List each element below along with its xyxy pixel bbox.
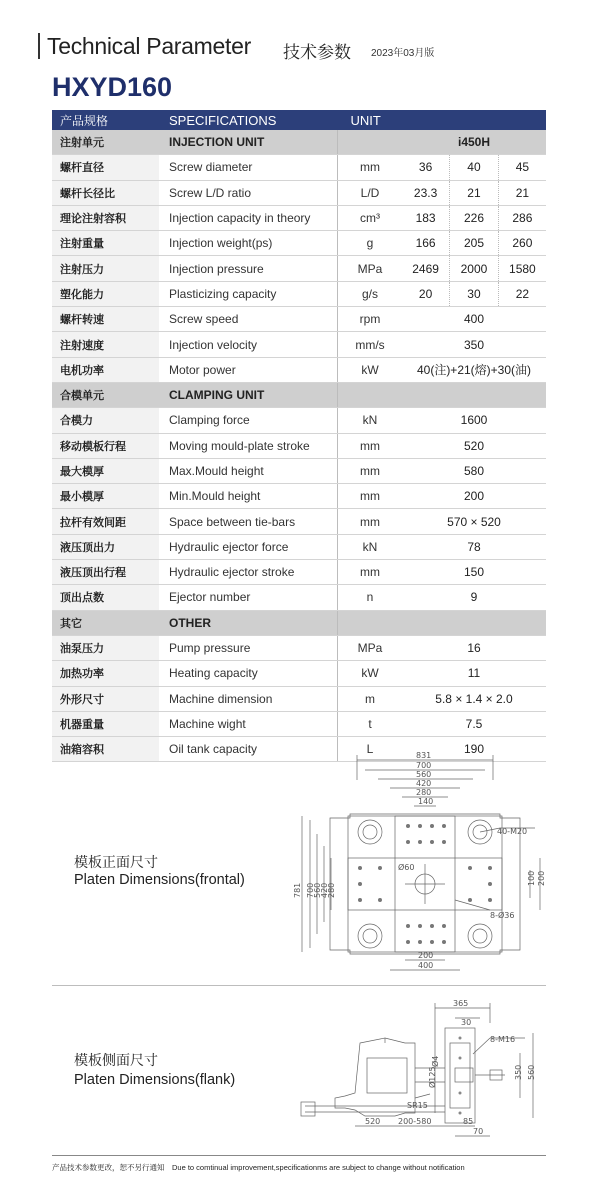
table-row bbox=[52, 205, 546, 230]
row-unit: L/D bbox=[338, 180, 403, 205]
frontal-dim-bottom-2: 400 bbox=[418, 961, 434, 970]
row-value: 9 bbox=[402, 585, 546, 610]
table-header-row bbox=[52, 110, 546, 130]
row-value: 400 bbox=[402, 307, 546, 332]
row-label-cn: 注射压力 bbox=[52, 256, 159, 281]
row-label-cn: 塑化能力 bbox=[52, 281, 159, 306]
row-label-cn: 油箱容积 bbox=[52, 737, 159, 762]
row-unit: rpm bbox=[338, 307, 403, 332]
row-unit: kN bbox=[338, 534, 403, 559]
page-title-cn: 技术参数 bbox=[283, 43, 351, 62]
frontal-dim-top-1: 831 bbox=[416, 751, 432, 760]
row-label-en: Machine dimension bbox=[159, 686, 338, 711]
row-value-2: 21 bbox=[450, 180, 499, 205]
row-label-cn: 注射重量 bbox=[52, 231, 159, 256]
row-unit: L bbox=[338, 737, 403, 762]
table-row bbox=[52, 433, 546, 458]
row-label-cn: 液压顶出行程 bbox=[52, 560, 159, 585]
table-row bbox=[52, 332, 546, 357]
row-value: 5.8 × 1.4 × 2.0 bbox=[402, 686, 546, 711]
version-label: 2023年03月版 bbox=[371, 48, 435, 59]
row-value-2: 205 bbox=[450, 231, 499, 256]
row-label-cn: 螺杆直径 bbox=[52, 155, 159, 180]
row-value-1: 2469 bbox=[402, 256, 450, 281]
section-unit-spacer bbox=[338, 610, 403, 635]
table-row bbox=[52, 711, 546, 736]
flank-dim-right-2: 560 bbox=[527, 1064, 536, 1080]
row-unit: kW bbox=[338, 357, 403, 382]
row-unit: kW bbox=[338, 661, 403, 686]
row-unit: mm bbox=[338, 155, 403, 180]
row-value: 1600 bbox=[402, 408, 546, 433]
section-row-clamping bbox=[52, 382, 546, 407]
row-label-cn: 最小模厚 bbox=[52, 484, 159, 509]
row-label-cn: 油泵压力 bbox=[52, 635, 159, 660]
section-value-spacer bbox=[402, 610, 546, 635]
section-value-spacer bbox=[402, 382, 546, 407]
footer-note: 产品技术参数更改，恕不另行通知 Due to comtinual improvement,specificationms are subject to change without notification bbox=[52, 1163, 465, 1172]
frontal-dim-top-6: 140 bbox=[418, 797, 434, 806]
table-row bbox=[52, 560, 546, 585]
table-row bbox=[52, 509, 546, 534]
row-label-cn: 螺杆转速 bbox=[52, 307, 159, 332]
row-label-cn: 机器重量 bbox=[52, 711, 159, 736]
row-label-cn: 加热功率 bbox=[52, 661, 159, 686]
spec-table-body bbox=[52, 110, 546, 762]
section-row-injection bbox=[52, 130, 546, 155]
frontal-dim-left-4: 420 bbox=[320, 882, 329, 898]
row-value: 7.5 bbox=[402, 711, 546, 736]
flank-label-cn: 模板侧面尺寸 bbox=[74, 1052, 158, 1068]
row-value-2: 2000 bbox=[450, 256, 499, 281]
row-value: 580 bbox=[402, 458, 546, 483]
section-title-cn: 合模单元 bbox=[52, 382, 159, 407]
frontal-dim-top-4: 420 bbox=[416, 779, 432, 788]
row-label-en: Max.Mould height bbox=[159, 458, 338, 483]
row-unit: mm bbox=[338, 433, 403, 458]
row-unit: mm/s bbox=[338, 332, 403, 357]
row-value: 200 bbox=[402, 484, 546, 509]
flank-dim-dia-2: Ø4 bbox=[431, 1055, 440, 1067]
flank-label-en: Platen Dimensions(flank) bbox=[74, 1072, 236, 1088]
flank-platen-drawing bbox=[295, 998, 545, 1143]
row-unit: cm³ bbox=[338, 205, 403, 230]
table-row bbox=[52, 357, 546, 382]
flank-dim-right-1: 350 bbox=[514, 1064, 523, 1080]
table-row bbox=[52, 281, 546, 306]
row-value-2: 30 bbox=[450, 281, 499, 306]
row-label-en: Min.Mould height bbox=[159, 484, 338, 509]
frontal-dim-left-2: 700 bbox=[306, 882, 315, 898]
row-value: 16 bbox=[402, 635, 546, 660]
frontal-dim-left-1: 781 bbox=[293, 882, 302, 898]
section-unit-spacer bbox=[338, 382, 403, 407]
frontal-dim-bottom-1: 200 bbox=[418, 951, 434, 960]
row-label-cn: 移动模板行程 bbox=[52, 433, 159, 458]
frontal-dim-left-3: 560 bbox=[313, 882, 322, 898]
row-label-en: Space between tie-bars bbox=[159, 509, 338, 534]
row-unit: t bbox=[338, 711, 403, 736]
row-unit: n bbox=[338, 585, 403, 610]
row-label-cn: 液压顶出力 bbox=[52, 534, 159, 559]
flank-dim-bottom-4: 70 bbox=[473, 1127, 484, 1136]
footer-divider bbox=[52, 1155, 546, 1156]
row-unit: m bbox=[338, 686, 403, 711]
row-value: 520 bbox=[402, 433, 546, 458]
flank-radius: SR15 bbox=[407, 1101, 428, 1110]
flank-dim-top-2: 30 bbox=[461, 1018, 472, 1027]
frontal-dim-top-5: 280 bbox=[416, 788, 432, 797]
row-label-cn: 外形尺寸 bbox=[52, 686, 159, 711]
row-label-en: Pump pressure bbox=[159, 635, 338, 660]
injection-model-label: i450H bbox=[402, 130, 546, 155]
row-value: 190 bbox=[402, 737, 546, 762]
table-row bbox=[52, 231, 546, 256]
row-label-cn: 合模力 bbox=[52, 408, 159, 433]
row-unit: MPa bbox=[338, 635, 403, 660]
row-unit: mm bbox=[338, 560, 403, 585]
section-title-en: OTHER bbox=[159, 610, 338, 635]
row-unit: mm bbox=[338, 509, 403, 534]
row-value-2: 40 bbox=[450, 155, 499, 180]
section-unit-spacer bbox=[338, 130, 403, 155]
row-value: 570 × 520 bbox=[402, 509, 546, 534]
row-label-en: Injection velocity bbox=[159, 332, 338, 357]
section-title-en: INJECTION UNIT bbox=[159, 130, 338, 155]
frontal-platen-drawing bbox=[290, 750, 560, 975]
flank-dim-bottom-3: 85 bbox=[463, 1117, 474, 1126]
row-value: 150 bbox=[402, 560, 546, 585]
table-row bbox=[52, 307, 546, 332]
table-row bbox=[52, 458, 546, 483]
row-value-3: 45 bbox=[498, 155, 546, 180]
row-label-cn: 注射速度 bbox=[52, 332, 159, 357]
frontal-center-dia: Ø60 bbox=[398, 863, 415, 872]
flank-dim-dia-1: Ø125 bbox=[428, 1066, 437, 1088]
table-row bbox=[52, 534, 546, 559]
flank-dim-top-1: 365 bbox=[453, 999, 469, 1008]
row-value: 350 bbox=[402, 332, 546, 357]
row-value-3: 286 bbox=[498, 205, 546, 230]
row-label-en: Screw diameter bbox=[159, 155, 338, 180]
row-label-en: Clamping force bbox=[159, 408, 338, 433]
frontal-dim-right-2: 200 bbox=[537, 870, 546, 886]
row-label-cn: 电机功率 bbox=[52, 357, 159, 382]
row-label-cn: 螺杆长径比 bbox=[52, 180, 159, 205]
frontal-callout-holes: 8-Ø36 bbox=[490, 911, 515, 920]
row-label-en: Injection weight(ps) bbox=[159, 231, 338, 256]
table-row bbox=[52, 408, 546, 433]
row-unit: g bbox=[338, 231, 403, 256]
col-header-spec: SPECIFICATIONS bbox=[159, 110, 338, 130]
row-label-en: Screw L/D ratio bbox=[159, 180, 338, 205]
table-row bbox=[52, 585, 546, 610]
row-value: 40(注)+21(熔)+30(油) bbox=[402, 357, 546, 382]
row-value: 11 bbox=[402, 661, 546, 686]
row-label-cn: 理论注射容积 bbox=[52, 205, 159, 230]
row-label-en: Injection capacity in theory bbox=[159, 205, 338, 230]
spec-table bbox=[52, 110, 546, 762]
row-unit: mm bbox=[338, 484, 403, 509]
row-value-1: 183 bbox=[402, 205, 450, 230]
table-row bbox=[52, 155, 546, 180]
row-label-cn: 最大模厚 bbox=[52, 458, 159, 483]
row-label-en: Heating capacity bbox=[159, 661, 338, 686]
col-header-cn: 产品规格 bbox=[52, 110, 159, 130]
frontal-dim-top-3: 560 bbox=[416, 770, 432, 779]
section-row-other bbox=[52, 610, 546, 635]
frontal-dim-top-2: 700 bbox=[416, 761, 432, 770]
table-row bbox=[52, 635, 546, 660]
row-value-3: 260 bbox=[498, 231, 546, 256]
row-unit: MPa bbox=[338, 256, 403, 281]
row-value-2: 226 bbox=[450, 205, 499, 230]
row-label-en: Ejector number bbox=[159, 585, 338, 610]
row-label-en: Hydraulic ejector force bbox=[159, 534, 338, 559]
frontal-callout-thread: 40-M20 bbox=[497, 827, 528, 836]
row-label-cn: 顶出点数 bbox=[52, 585, 159, 610]
row-label-en: Machine wight bbox=[159, 711, 338, 736]
frontal-label-en: Platen Dimensions(frontal) bbox=[74, 872, 245, 888]
row-value-3: 21 bbox=[498, 180, 546, 205]
table-row bbox=[52, 661, 546, 686]
header-accent-bar bbox=[38, 33, 40, 59]
row-unit: g/s bbox=[338, 281, 403, 306]
row-value-1: 166 bbox=[402, 231, 450, 256]
table-row bbox=[52, 256, 546, 281]
row-label-en: Motor power bbox=[159, 357, 338, 382]
section-title-en: CLAMPING UNIT bbox=[159, 382, 338, 407]
frontal-dim-right-1: 100 bbox=[527, 870, 536, 886]
flank-dim-bottom-2: 200-580 bbox=[398, 1117, 432, 1126]
section-divider bbox=[52, 985, 546, 986]
frontal-dim-left-5: 280 bbox=[327, 882, 336, 898]
page-title: Technical Parameter bbox=[47, 33, 251, 59]
flank-callout-thread: 8-M16 bbox=[490, 1035, 516, 1044]
row-value-3: 22 bbox=[498, 281, 546, 306]
row-label-en: Oil tank capacity bbox=[159, 737, 338, 762]
table-row bbox=[52, 180, 546, 205]
frontal-label-cn: 模板正面尺寸 bbox=[74, 854, 158, 870]
table-row bbox=[52, 686, 546, 711]
row-value-1: 23.3 bbox=[402, 180, 450, 205]
row-label-en: Injection pressure bbox=[159, 256, 338, 281]
section-title-cn: 注射单元 bbox=[52, 130, 159, 155]
row-unit: mm bbox=[338, 458, 403, 483]
row-label-cn: 拉杆有效间距 bbox=[52, 509, 159, 534]
flank-dim-bottom-1: 520 bbox=[365, 1117, 381, 1126]
row-label-en: Moving mould-plate stroke bbox=[159, 433, 338, 458]
row-value-3: 1580 bbox=[498, 256, 546, 281]
row-value-1: 20 bbox=[402, 281, 450, 306]
model-name: HXYD160 bbox=[52, 72, 173, 102]
col-header-unit: UNIT bbox=[338, 110, 547, 130]
row-value-1: 36 bbox=[402, 155, 450, 180]
section-title-cn: 其它 bbox=[52, 610, 159, 635]
row-label-en: Screw speed bbox=[159, 307, 338, 332]
row-unit: kN bbox=[338, 408, 403, 433]
row-label-en: Plasticizing capacity bbox=[159, 281, 338, 306]
row-value: 78 bbox=[402, 534, 546, 559]
table-row bbox=[52, 484, 546, 509]
row-label-en: Hydraulic ejector stroke bbox=[159, 560, 338, 585]
